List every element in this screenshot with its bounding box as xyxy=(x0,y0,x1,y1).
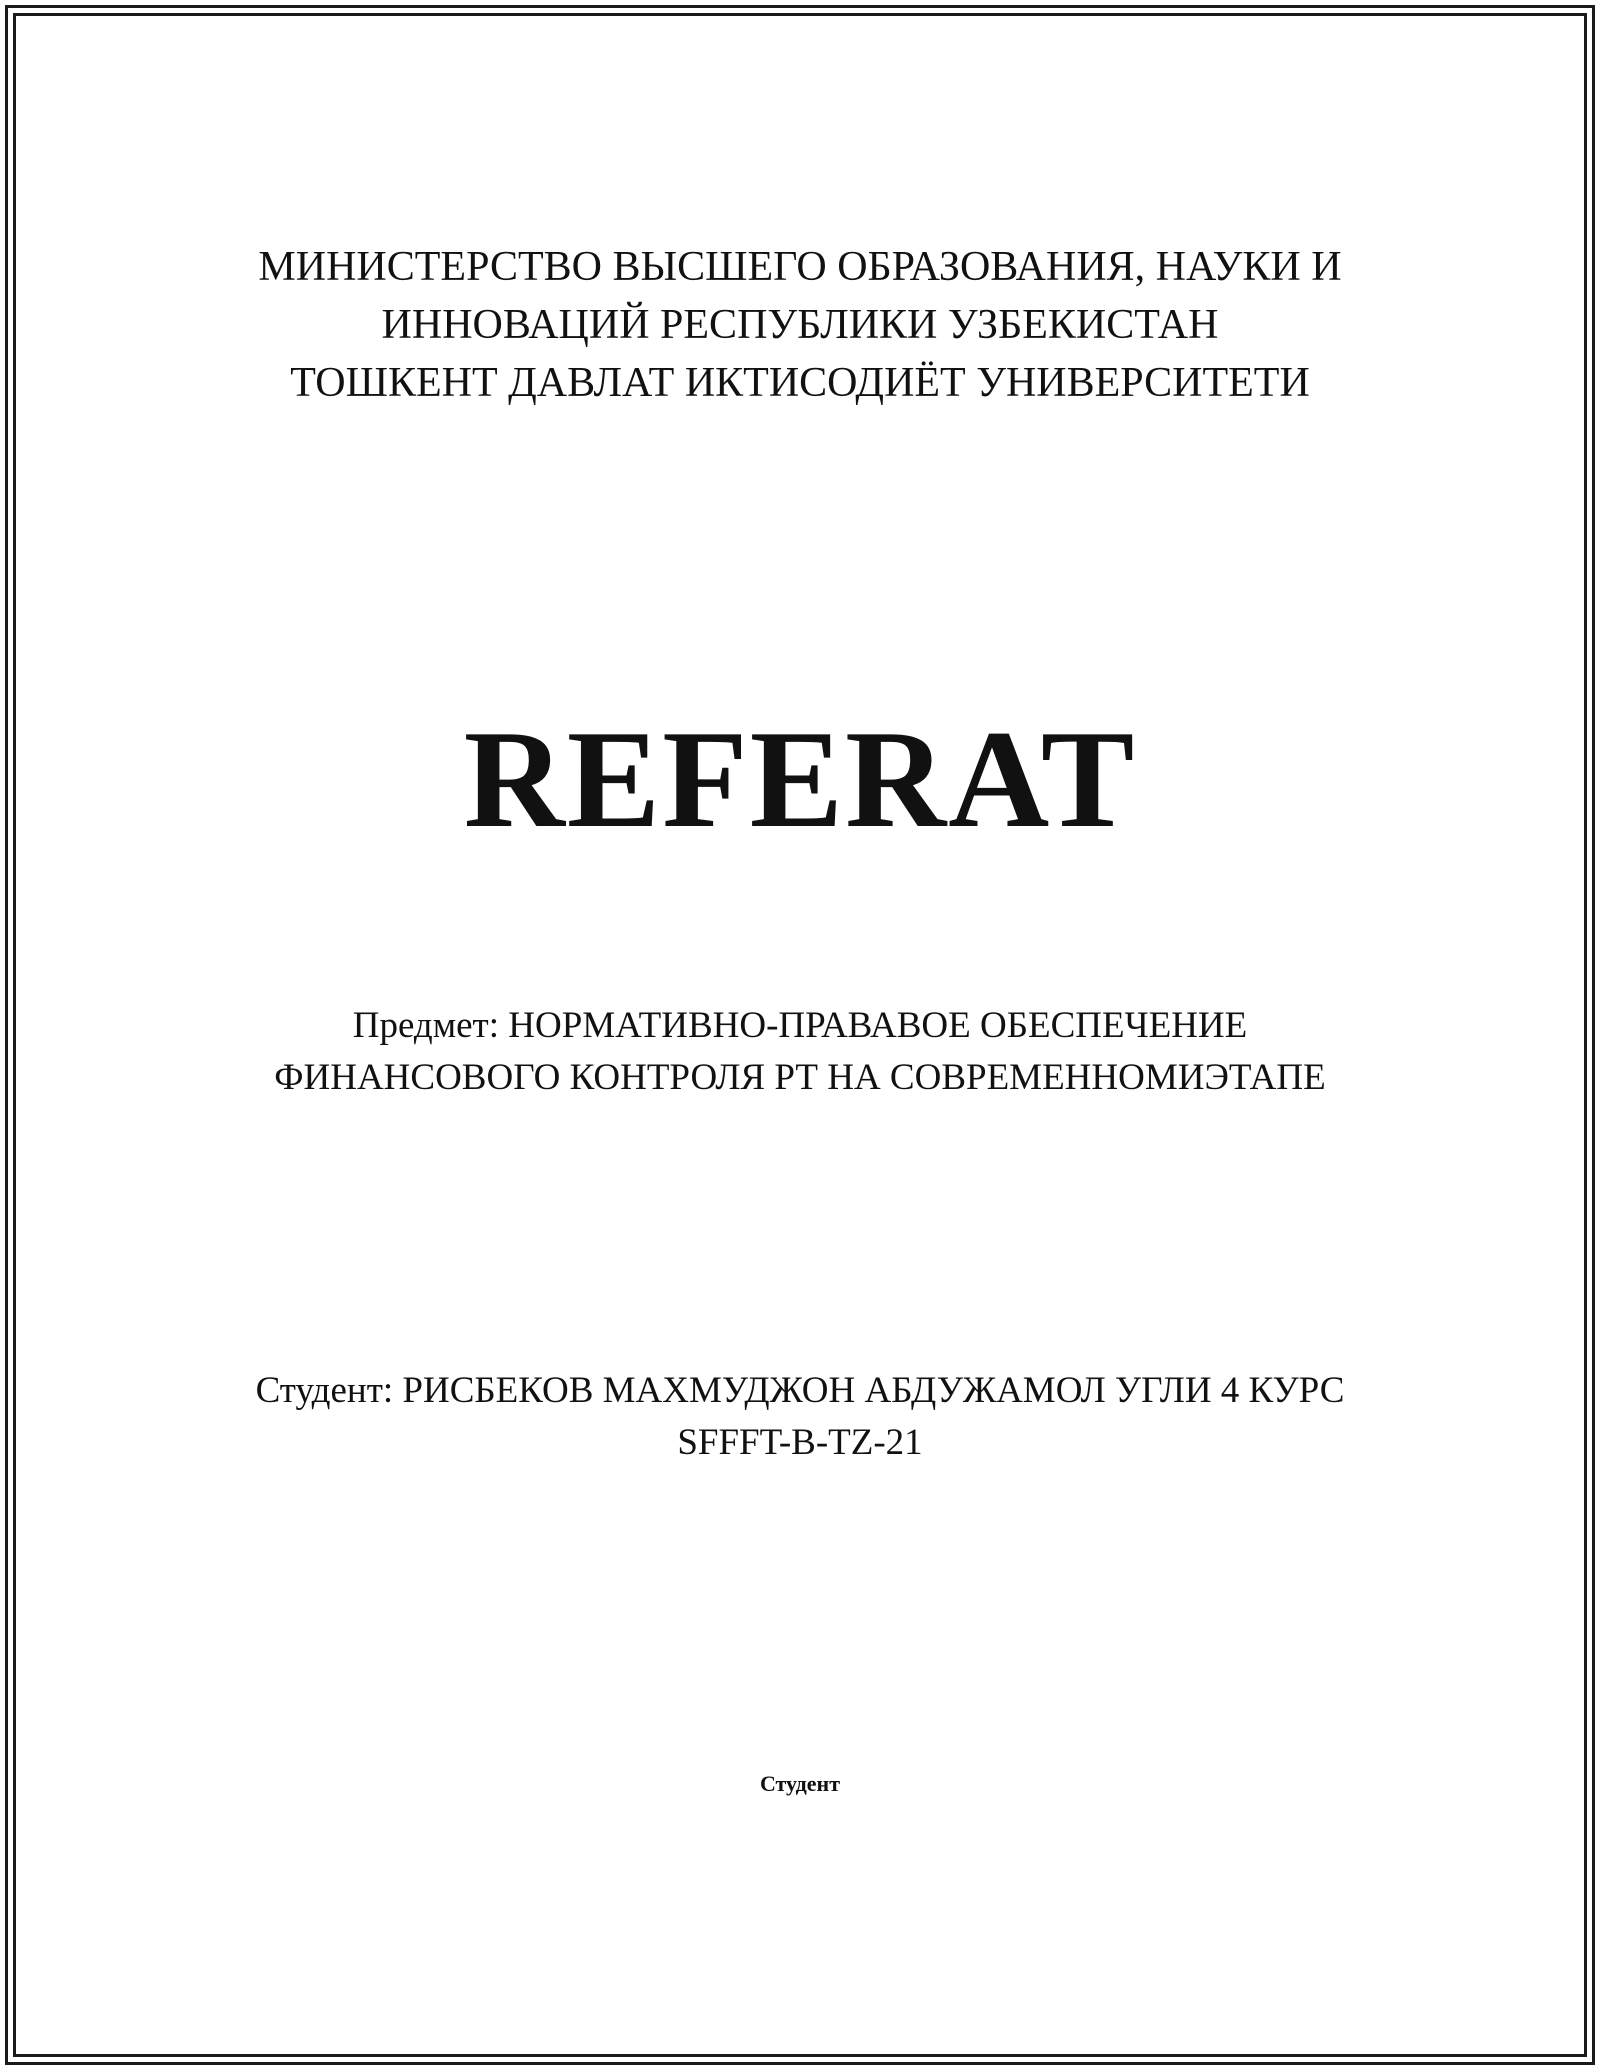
document-title: REFERAT xyxy=(463,702,1137,857)
student-block xyxy=(0,1365,1600,1469)
header-line: ТОШКЕНТ ДАВЛАТ ИКТИСОДИЁТ УНИВЕРСИТЕТИ xyxy=(290,360,1310,406)
student-line: Студент: РИСБЕКОВ МАХМУДЖОН АБДУЖАМОЛ УГЛИ 4 КУРС xyxy=(255,1370,1345,1411)
header-line: МИНИСТЕРСТВО ВЫСШЕГО ОБРАЗОВАНИЯ, НАУКИ И xyxy=(258,244,1342,290)
signature-label: Студент xyxy=(759,1771,841,1796)
subject-line: ФИНАНСОВОГО КОНТРОЛЯ РТ НА СОВРЕМЕННОМИЭТАПЕ xyxy=(274,1057,1326,1098)
subject-line: Предмет: НОРМАТИВНО-ПРАВАВОЕ ОБЕСПЕЧЕНИЕ xyxy=(352,1005,1248,1046)
subject-block xyxy=(0,1000,1600,1104)
header-line: ИННОВАЦИЙ РЕСПУБЛИКИ УЗБЕКИСТАН xyxy=(381,302,1219,348)
group-code: SFFFT-B-TZ-21 xyxy=(677,1422,923,1463)
institution-header xyxy=(0,238,1600,412)
